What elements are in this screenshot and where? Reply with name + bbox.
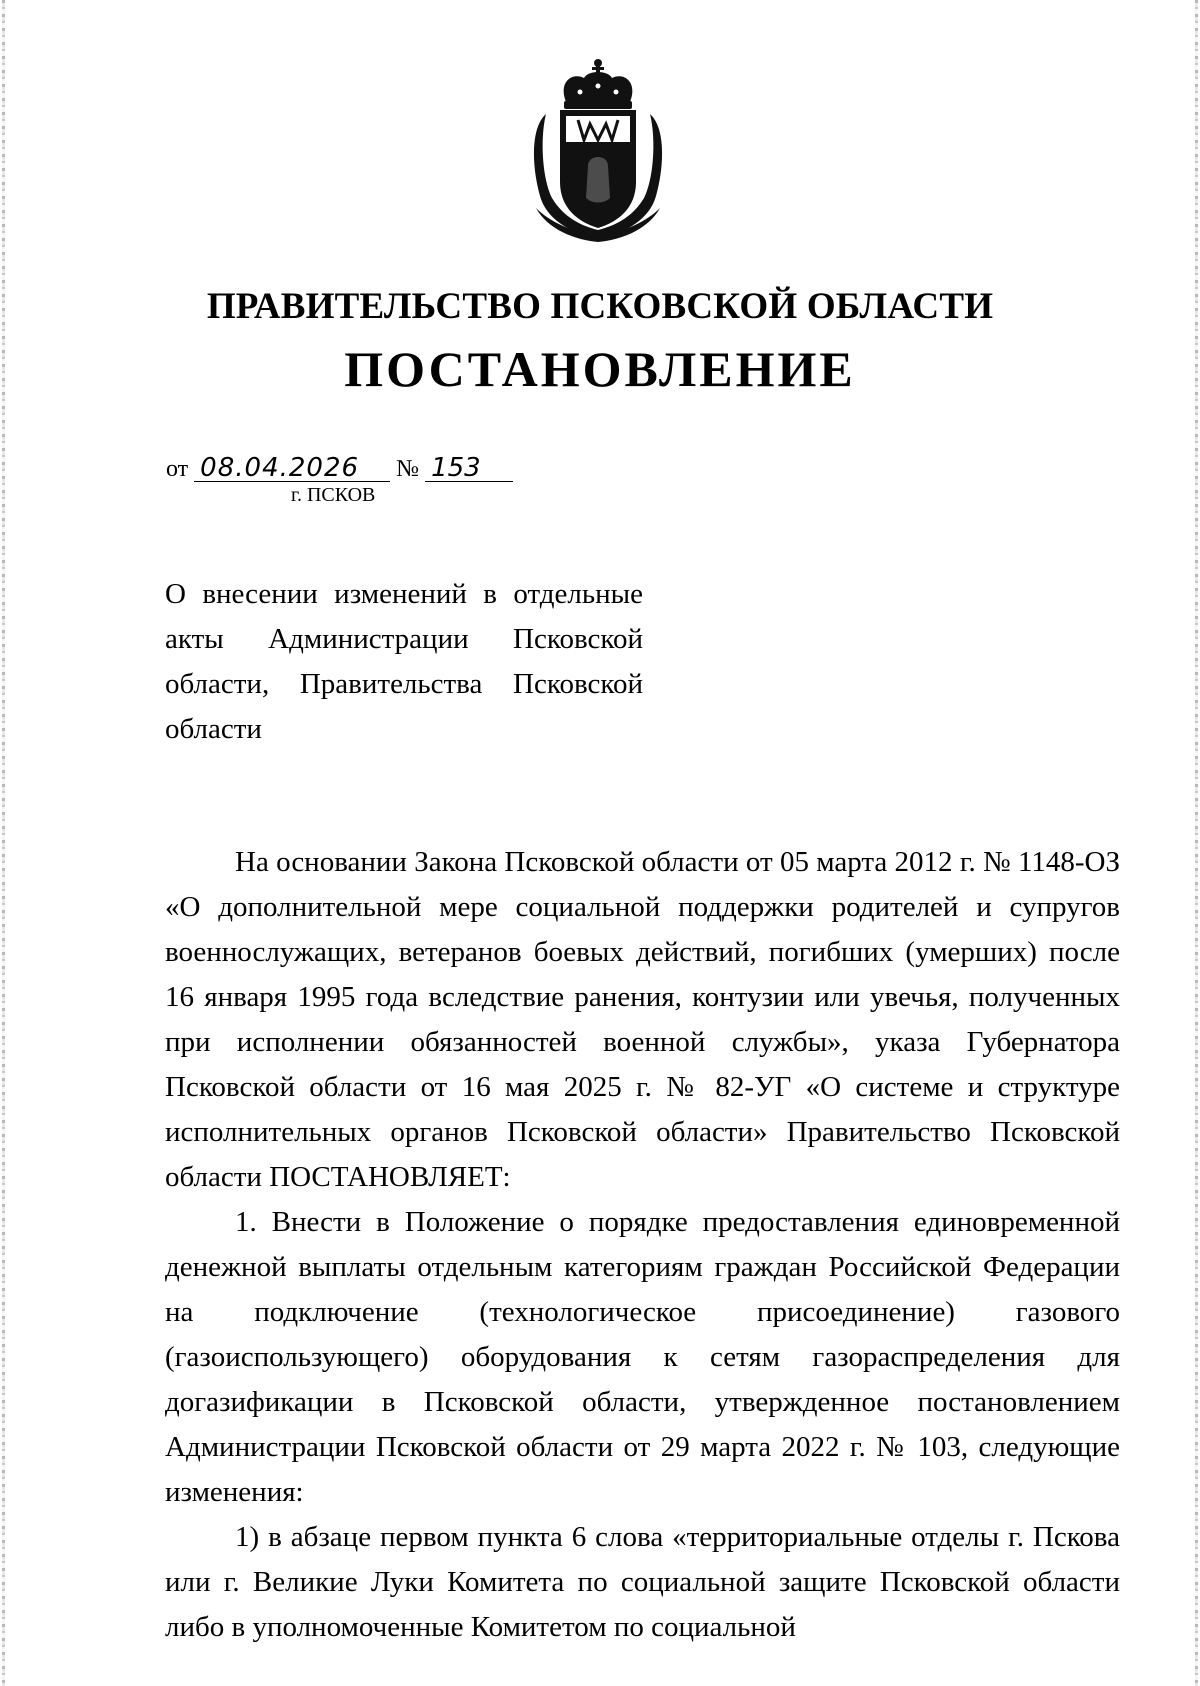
body-paragraph: На основании Закона Псковской области от 05 марта 2012 г. № 1148-ОЗ «О дополнительной мере социальной поддержки родителей и супругов военнослужащих, ветеранов боевых действий, погибших (умерших) после 16 января 1995 года вследствие ранения, контузии или увечья, полученных при исполнении обязанностей военной службы», указа Губернатора Псковской области от 16 мая 2025 г. № 82-УГ «О системе и структуре исполнительных органов Псковской области» Правительство Псковской области ПОСТАНОВЛЯЕТ: — [165, 846, 1120, 1193]
number-prefix: № — [396, 456, 420, 482]
scan-edge-right — [1195, 0, 1198, 1686]
document-city: г. ПСКОВ — [291, 484, 376, 506]
coat-of-arms-emblem — [528, 58, 668, 243]
date-prefix: от — [166, 456, 189, 482]
body-paragraph: 1. Внести в Положение о порядке предоставления единовременной денежной выплаты отдельным категориям граждан Российской Федерации на подключение (технологическое присоединение) газового (газоиспользующего) оборудования к сетям газораспределения для догазификации в Псковской области, утвержденное постановлением Администрации Псковской области от 29 марта 2022 г. № 103, следующие изменения: — [165, 1206, 1120, 1508]
organization-title: ПРАВИТЕЛЬСТВО ПСКОВСКОЙ ОБЛАСТИ — [206, 286, 994, 327]
document-body — [165, 840, 1120, 1650]
document-date-number-line — [166, 455, 513, 483]
document-date: 08.04.2026 — [194, 455, 390, 482]
document-subject: О внесении изменений в отдельные акты Администрации Псковской области, Правительства Псковской области — [165, 578, 643, 745]
body-paragraph: 1) в абзаце первом пункта 6 слова «территориальные отделы г. Пскова или г. Великие Луки Комитета по социальной защите Псковской области либо в уполномоченные Комитетом по социальной — [165, 1521, 1120, 1643]
scan-edge-left — [2, 0, 5, 1686]
document-number: 153 — [425, 455, 513, 482]
document-type-title: ПОСТАНОВЛЕНИЕ — [344, 341, 856, 397]
